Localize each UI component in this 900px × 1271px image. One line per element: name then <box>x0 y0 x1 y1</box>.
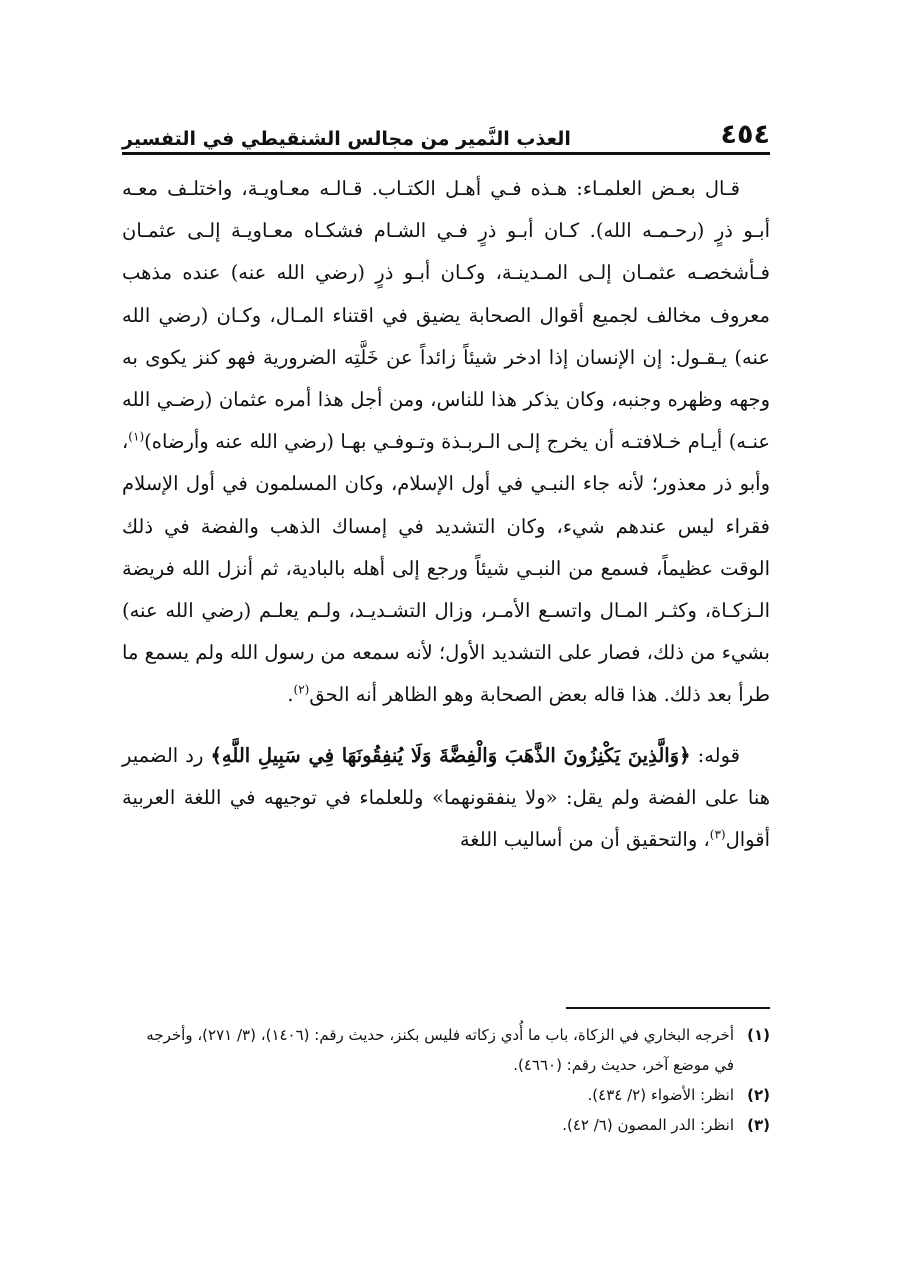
footnote-2 <box>122 1080 770 1110</box>
header-rule <box>122 152 770 155</box>
footnote-number: (١) <box>747 1026 770 1044</box>
main-text <box>122 168 770 861</box>
page-header <box>122 108 770 150</box>
quran-verse: ﴿وَالَّذِينَ يَكْنِزُونَ الذَّهَبَ وَالْفِضَّةَ وَلَا يُنفِقُونَهَا فِي سَبِيلِ اللَّهِ﴾ <box>210 743 691 767</box>
footnote-3 <box>122 1110 770 1140</box>
paragraph-1-text-a: قـال بعـض العلمـاء: هـذه فـي أهـل الكتـاب. قـالـه معـاويـة، واختلـف معـه أبـو ذرٍ (رحـمـه الله). كـان أبـو ذرٍ فـي الشـام فشكـاه معـاويـة إلـى عثمـان فـأشخصـه عثمـان إلـى المـدينـة، وكـان أبـو ذرٍ (رضي الله عنه) عنده مذهب معروف مخالف لجميع أقوال الصحابة يضيق في اقتناء المـال، وكـان (رضي الله عنه) يـقـول: إن الإنسان إذا ادخر شيئاً زائداً عن خَلَّتِه الضرورية فهو كنز يكوى به وجهه وظهره وجنبه، وكان يذكر هذا للناس، ومن أجل هذا أمره عثمان (رضـي الله عنـه) أيـام خـلافتـه أن يخرج إلـى الـربـذة وتـوفـي بهـا (رضي الله عنه وأرضاه) <box>122 177 770 454</box>
paragraph-1-text-b: ، وأبو ذر معذور؛ لأنه جاء النبـي في أول الإسلام، وكان المسلمون في أول الإسلام فقراء ليس عندهم شيء، وكان التشديد في إمساك الذهب والفضة في ذلك الوقت عظيماً، فسمع من النبـي شيئاً ورجع إلى أهله بالبادية، ثم أنزل الله فريضة الـزكـاة، وكثـر المـال واتسـع الأمـر، وزال التشـديـد، ولـم يعلـم (رضي الله عنه) بشيء من ذلك، فصار على التشديد الأول؛ لأنه سمعه من رسول الله ولم يسمع ما طرأ بعد ذلك. هذا قاله بعض الصحابة وهو الظاهر أنه الحق <box>122 430 770 707</box>
paragraph-1 <box>122 168 770 717</box>
footnote-1 <box>122 1020 770 1080</box>
page-number: ٤٥٤ <box>720 119 770 150</box>
paragraph-2 <box>122 735 770 862</box>
paragraph-2-text-a: رد الضمير هنا على الفضة ولم يقل: «ولا ينفقونهما» وللعلماء في توجيهه في اللغة العربية أقوال <box>122 743 770 852</box>
footnote-ref-1[interactable]: (١) <box>128 429 145 444</box>
footnote-number: (٢) <box>747 1086 770 1104</box>
footnote-ref-3[interactable]: (٣) <box>709 827 726 842</box>
footnote-separator <box>566 1007 770 1009</box>
paragraph-2-text-b: ، والتحقيق أن من أساليب اللغة <box>459 828 710 852</box>
footnotes <box>122 1020 770 1140</box>
running-title: العذب النَّمير من مجالس الشنقيطي في التفسير <box>122 128 571 150</box>
footnote-text: أخرجه البخاري في الزكاة، باب ما أُدي زكاته فليس بكنز، حديث رقم: (١٤٠٦)، (٣/ ٢٧١)، وأخرجه في موضع آخر، حديث رقم: (٤٦٦٠). <box>146 1026 734 1074</box>
footnote-text: انظر: الأضواء (٢/ ٤٣٤). <box>587 1086 734 1104</box>
footnote-text: انظر: الدر المصون (٦/ ٤٢). <box>562 1116 734 1134</box>
paragraph-2-lead: قوله: <box>690 743 740 767</box>
footnote-ref-2[interactable]: (٢) <box>293 682 310 697</box>
paragraph-1-text-c: . <box>287 683 294 707</box>
footnote-number: (٣) <box>747 1116 770 1134</box>
